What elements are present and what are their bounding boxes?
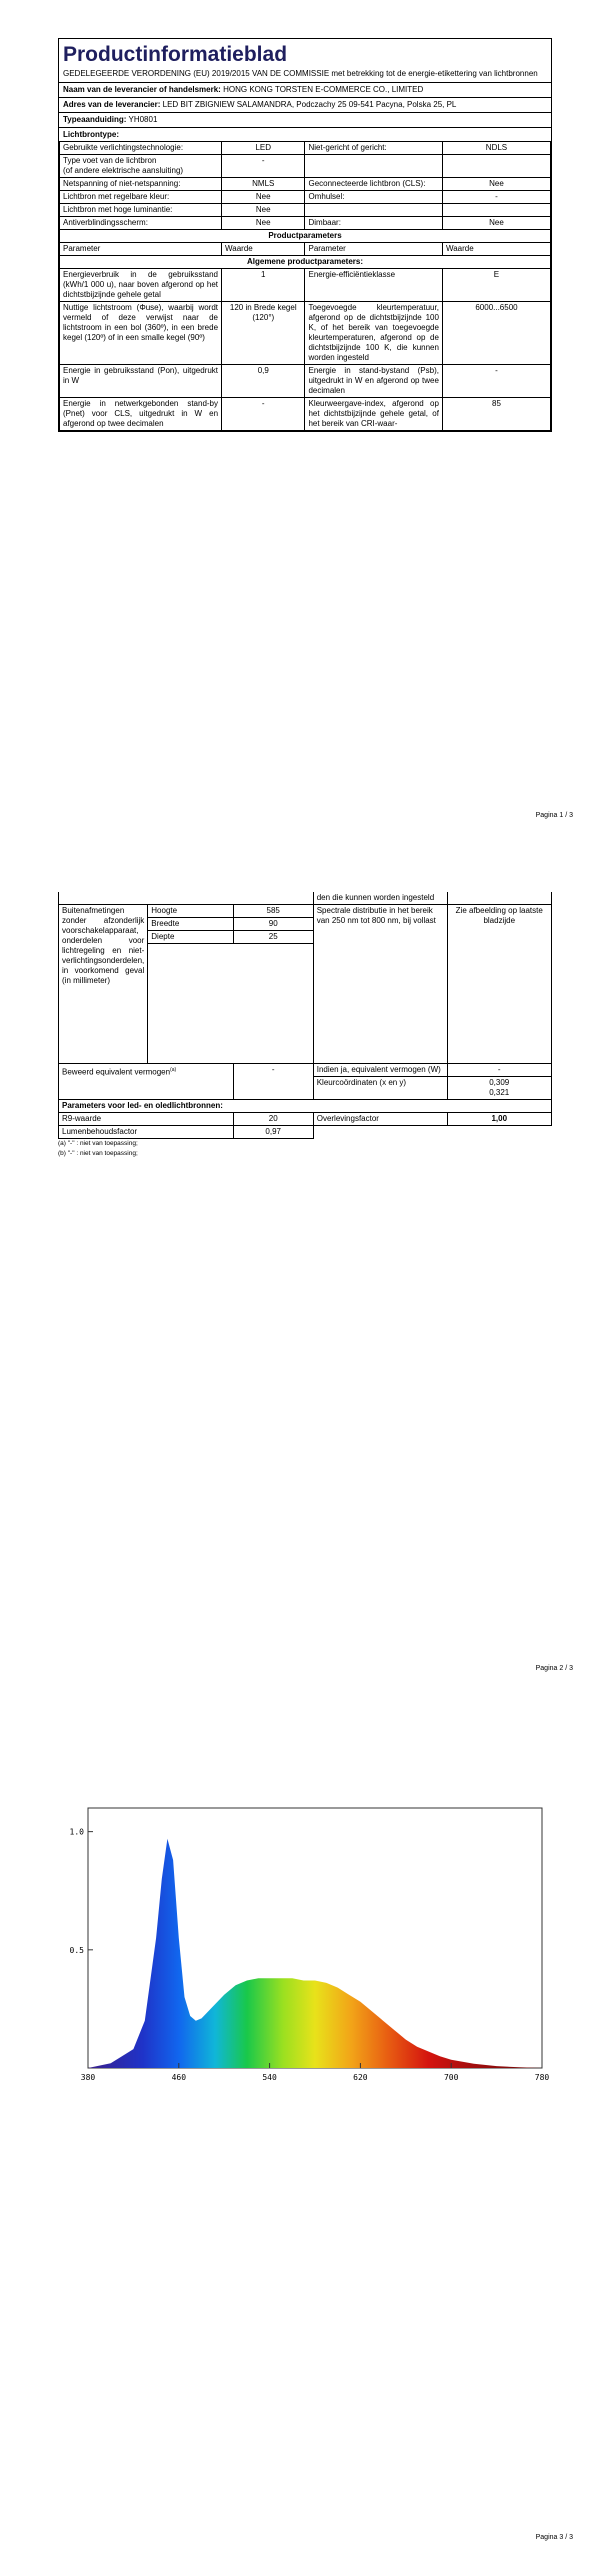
dim-value-height: 585: [233, 905, 313, 918]
table-row: [60, 204, 551, 217]
supplier-address-row: [59, 97, 551, 112]
table-row: [60, 398, 551, 431]
coord-label: Kleurcoördinaten (x en y): [313, 1077, 447, 1100]
row-label-right: Geconnecteerde lichtbron (CLS):: [305, 178, 442, 191]
table-row: [60, 142, 551, 155]
row-value-right: Nee: [442, 178, 550, 191]
equiv-r-value: -: [447, 1064, 552, 1077]
dimensions-label: Buitenafmetingen zonder afzonderlijk voorschakelapparaat, onderdelen voor lichtregeling en niet-verlichtingsonderdelen, in voorkomend geval (in millimeter): [59, 905, 148, 1064]
params-table-cont: [58, 892, 552, 1139]
x-tick-label-700: 700: [443, 2073, 459, 2082]
row-value: -: [222, 155, 305, 178]
survival-value: 1,00: [447, 1113, 552, 1126]
supplier-address: LED BIT ZBIGNIEW SALAMANDRA, Podczachy 25 09-541 Pacyna, Polska 25, PL: [162, 100, 457, 109]
product-params-header: Productparameters: [60, 230, 551, 243]
x-tick-label-380: 380: [80, 2073, 96, 2082]
table-row: [60, 217, 551, 230]
row-value-right: Nee: [442, 217, 550, 230]
x-tick-label-540: 540: [262, 2073, 277, 2082]
row-value: LED: [222, 142, 305, 155]
spectral-label: Spectrale distributie in het bereik van 250 nm tot 800 nm, bij vollast: [313, 905, 447, 1064]
param-value: -: [222, 398, 305, 431]
page-title: Productinformatieblad: [63, 43, 288, 66]
table-row: [60, 191, 551, 204]
equiv-label-cell: [59, 1064, 234, 1100]
dim-value-depth: 25: [233, 931, 313, 944]
col-param-1: Parameter: [60, 243, 222, 256]
spectrum-chart: [56, 1798, 552, 2098]
row-value-right: [442, 204, 550, 217]
led-params-header: Parameters voor led- en oledlichtbronnen:: [59, 1100, 552, 1113]
x-tick-label-460: 460: [171, 2073, 187, 2082]
row-label: Netspanning of niet-netspanning:: [60, 178, 222, 191]
dim-name-width: Breedte: [148, 918, 233, 931]
row-value-right: [442, 155, 550, 178]
regulation-text: GEDELEGEERDE VERORDENING (EU) 2019/2015 VAN DE COMMISSIE met betrekking tot de energie-etikettering van lichtbronnen: [63, 69, 538, 78]
lumen-value: 0,97: [233, 1126, 313, 1139]
table-row: [60, 178, 551, 191]
row-label: Lichtbron met regelbare kleur:: [60, 191, 222, 204]
col-value-2: Waarde: [442, 243, 550, 256]
supplier-name-label: Naam van de leverancier of handelsmerk:: [63, 85, 221, 94]
row-label: Lichtbron met hoge luminantie:: [60, 204, 222, 217]
param-label: Nuttige lichtstroom (Φuse), waarbij wordt vermeld of deze verwijst naar de lichtstroom in een bol (360º), in een brede kegel (120º) of in een smalle kegel (90º): [60, 302, 222, 365]
page-3: [0, 1690, 603, 2560]
table-row: [60, 365, 551, 398]
row-label: Gebruikte verlichtingstechnologie:: [60, 142, 222, 155]
col-param-2: Parameter: [305, 243, 442, 256]
equiv-value: -: [233, 1064, 313, 1100]
supplier-name-row: [59, 82, 551, 97]
param-label: Energieverbruik in de gebruiksstand (kWh/1 000 u), naar boven afgerond op het dichtstbijzijnde gehele getal: [60, 269, 222, 302]
y-tick-label-1.0: 1.0: [69, 1827, 84, 1837]
type-value: YH0801: [128, 115, 158, 124]
param-value-right: E: [442, 269, 550, 302]
table-row: [60, 155, 551, 178]
param-label-right: Kleurweergave-index, afgerond op het dichtstbijzijnde gehele getal, of het bereik van CRI-waar-: [305, 398, 442, 431]
lumen-label: Lumenbehoudsfactor: [59, 1126, 234, 1139]
supplier-name: HONG KONG TORSTEN E-COMMERCE CO., LIMITED: [223, 85, 424, 94]
survival-label: Overlevingsfactor: [313, 1113, 447, 1126]
note-a: (a) "-" : niet van toepassing;: [58, 1140, 138, 1147]
coord-x: 0,309: [489, 1078, 510, 1087]
row-value: Nee: [222, 204, 305, 217]
row-value: Nee: [222, 191, 305, 204]
param-value-right: -: [442, 365, 550, 398]
param-label-right: Toegevoegde kleurtemperatuur, afgerond op de dichtstbijzijnde 100 K, of het bereik van toegevoegde kleurtemperaturen, afgerond op de dichtstbijzijnde 100 K, die kunnen worden ingesteld: [305, 302, 442, 365]
page-number: Pagina 3 / 3: [535, 2534, 573, 2541]
row-label: Type voet van de lichtbron (of andere elektrische aansluiting): [60, 155, 222, 178]
x-tick-label-780: 780: [534, 2073, 550, 2082]
equiv-label: Beweerd equivalent vermogen: [62, 1067, 171, 1077]
x-tick-label-620: 620: [353, 2073, 368, 2082]
r9-value: 20: [233, 1113, 313, 1126]
table-row: [60, 302, 551, 365]
light-type-label: Lichtbrontype:: [59, 127, 551, 142]
row-label-right: Niet-gericht of gericht:: [305, 142, 442, 155]
col-value-1: Waarde: [222, 243, 305, 256]
table-row: [60, 269, 551, 302]
param-label-right: Energie-efficiëntieklasse: [305, 269, 442, 302]
type-row: [59, 112, 551, 127]
row-label-right: [305, 155, 442, 178]
row-value-right: NDLS: [442, 142, 550, 155]
dim-name-depth: Diepte: [148, 931, 233, 944]
y-tick-label-0.5: 0.5: [69, 1945, 84, 1955]
spectral-value: Zie afbeelding op laatste bladzijde: [447, 905, 552, 1064]
page-number: Pagina 2 / 3: [535, 1665, 573, 1672]
equiv-note: (a): [170, 1067, 177, 1073]
cont-text: den die kunnen worden ingesteld: [313, 892, 447, 905]
coord-values: [447, 1077, 552, 1100]
row-value: Nee: [222, 217, 305, 230]
equiv-r-label: Indien ja, equivalent vermogen (W): [313, 1064, 447, 1077]
note-b: (b) "-" : niet van toepassing;: [58, 1150, 138, 1157]
param-label-right: Energie in stand-bystand (Psb), uitgedrukt in W en afgerond op twee decimalen: [305, 365, 442, 398]
coord-y: 0,321: [489, 1088, 510, 1097]
page-1: [0, 0, 603, 840]
param-value: 0,9: [222, 365, 305, 398]
param-value-right: 6000...6500: [442, 302, 550, 365]
row-value: NMLS: [222, 178, 305, 191]
product-info-frame: [58, 38, 552, 432]
param-label: Energie in gebruiksstand (Pon), uitgedrukt in W: [60, 365, 222, 398]
row-label: Antiverblindingsscherm:: [60, 217, 222, 230]
page-2: [0, 840, 603, 1690]
page-number: Pagina 1 / 3: [535, 812, 573, 819]
param-value-right: 85: [442, 398, 550, 431]
param-label: Energie in netwerkgebonden stand-by (Pnet) voor CLS, uitgedrukt in W en afgerond op twee decimalen: [60, 398, 222, 431]
row-label-right: [305, 204, 442, 217]
row-value-right: -: [442, 191, 550, 204]
row-label-right: Omhulsel:: [305, 191, 442, 204]
light-type-table: [59, 141, 551, 431]
spectrum-svg: [56, 1798, 552, 2098]
page-2-frame: [58, 892, 552, 1159]
supplier-address-label: Adres van de leverancier:: [63, 100, 161, 109]
general-params-header: Algemene productparameters:: [60, 256, 551, 269]
spectrum-area: [88, 1839, 542, 2068]
dim-name-height: Hoogte: [148, 905, 233, 918]
type-label: Typeaanduiding:: [63, 115, 127, 124]
dim-value-width: 90: [233, 918, 313, 931]
param-value: 120 in Brede kegel (120°): [222, 302, 305, 365]
param-value: 1: [222, 269, 305, 302]
r9-label: R9-waarde: [59, 1113, 234, 1126]
row-label-right: Dimbaar:: [305, 217, 442, 230]
